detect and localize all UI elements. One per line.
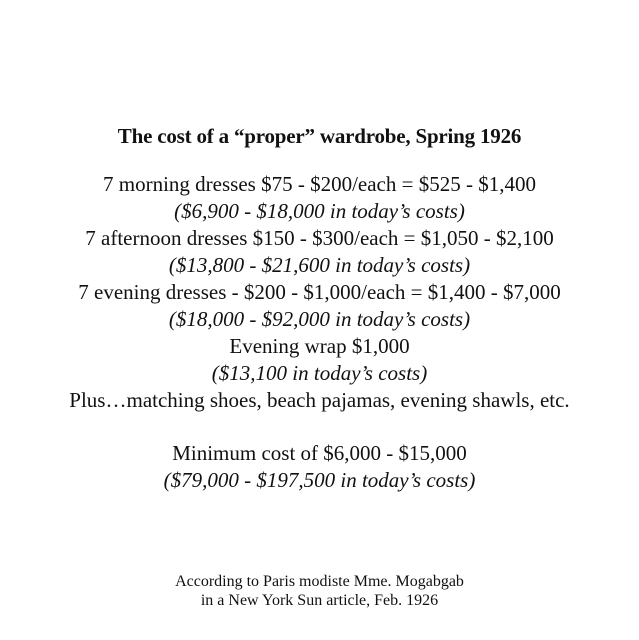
evening-dresses-cost: 7 evening dresses - $200 - $1,000/each = $1,400 - $7,000 — [78, 280, 561, 304]
document-title: The cost of a “proper” wardrobe, Spring 1926 — [117, 124, 522, 148]
morning-dresses-cost: 7 morning dresses $75 - $200/each = $525 - $1,400 — [103, 172, 536, 196]
evening-wrap-cost: Evening wrap $1,000 — [229, 334, 410, 358]
evening-wrap-today-cost: ($13,100 in today’s costs) — [211, 361, 428, 385]
accessories-note: Plus…matching shoes, beach pajamas, evening shawls, etc. — [69, 388, 570, 412]
evening-dresses-today-cost: ($18,000 - $92,000 in today’s costs) — [168, 307, 471, 331]
cost-list — [0, 171, 639, 494]
afternoon-dresses-today-cost: ($13,800 - $21,600 in today’s costs) — [168, 253, 471, 277]
citation — [0, 572, 639, 610]
afternoon-dresses-cost: 7 afternoon dresses $150 - $300/each = $1,050 - $2,100 — [85, 226, 554, 250]
citation-line-1: According to Paris modiste Mme. Mogabgab — [175, 573, 464, 590]
citation-line-2: in a New York Sun article, Feb. 1926 — [200, 592, 439, 609]
minimum-cost-today: ($79,000 - $197,500 in today’s costs) — [163, 468, 476, 492]
morning-dresses-today-cost: ($6,900 - $18,000 in today’s costs) — [174, 199, 465, 223]
blank-line — [0, 414, 639, 440]
minimum-cost: Minimum cost of $6,000 - $15,000 — [172, 441, 467, 465]
